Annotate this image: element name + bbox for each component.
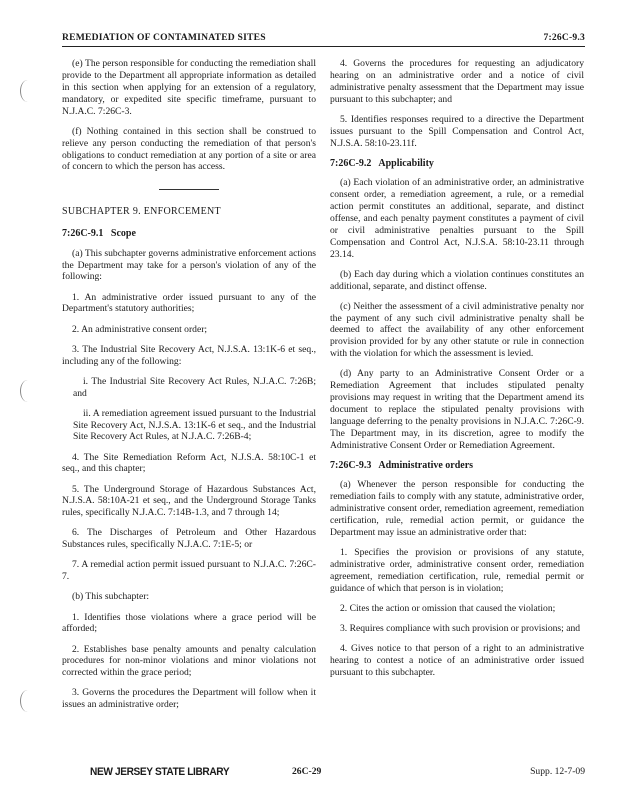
section-heading: [62, 228, 316, 240]
paragraph: (f) Nothing contained in this section shall be construed to relieve any person conducting the remediation of that person's obligations to conduct remediation at any portion of a site or area of concern to which the person has access.: [62, 125, 316, 173]
list-item: 2. An administrative consent order;: [72, 323, 208, 335]
header-section: 7:26C-9.3: [543, 32, 585, 43]
sub-list-item: i. The Industrial Site Recovery Act Rules, N.J.A.C. 7:26B; and: [73, 375, 316, 399]
header-title: REMEDIATION OF CONTAMINATED SITES: [62, 32, 266, 43]
section-heading: [330, 158, 584, 170]
page-footer: [62, 766, 585, 782]
section-title: Applicability: [378, 157, 434, 169]
list-item: 4. Governs the procedures for requesting an adjudicatory hearing on an administrative order and a notice of civil administrative penalty assessment that the Department may issue pursuant to this subchapter; and: [330, 58, 584, 105]
list-item: 3. Requires compliance with such provision or provisions; and: [340, 622, 581, 634]
library-stamp: NEW JERSEY STATE LIBRARY: [90, 766, 230, 778]
paragraph: (a) This subchapter governs administrative enforcement actions the Department may take for a person's violation of any of the following:: [62, 247, 316, 283]
running-header: [62, 30, 585, 47]
paragraph: (b) Each day during which a violation continues constitutes an additional, separate, and distinct offense.: [330, 268, 584, 292]
list-item: 2. Establishes base penalty amounts and penalty calculation procedures for non-minor violations and minor violations not corrected within the grace period;: [62, 643, 316, 679]
list-item: 3. The Industrial Site Recovery Act, N.J.S.A. 13:1K-6 et seq., including any of the following:: [62, 343, 316, 367]
punch-mark: [20, 380, 35, 402]
paragraph: (a) Whenever the person responsible for conducting the remediation fails to comply with any statute, administrative order, administrative consent order, remediation agreement, remediation certification, rule, remedial action permit, or guidance the Department may issue an administrative order that:: [330, 479, 584, 538]
section-number: 7:26C-9.1: [62, 228, 104, 240]
list-item: 4. Gives notice to that person of a right to an administrative hearing to contest a notice of an administrative order issued pursuant to this subchapter.: [330, 643, 584, 678]
list-item: 7. A remedial action permit issued pursuant to N.J.A.C. 7:26C-7.: [62, 559, 316, 583]
section-number: 7:26C-9.2: [330, 157, 372, 169]
right-column: [330, 58, 584, 687]
section-title: Administrative orders: [378, 459, 474, 471]
list-item: 3. Governs the procedures the Department will follow when it issues an administrative order;: [62, 687, 316, 711]
page-number: 26C-29: [292, 766, 322, 777]
list-item: 1. Specifies the provision or provisions of any statute, administrative order, administrative consent order, remediation agreement, remediation certification, rule, remedial permit or guidance of which that person is in violation;: [330, 547, 584, 594]
sub-list-item: ii. A remediation agreement issued pursuant to the Industrial Site Recovery Act, N.J.S.A. 13:1K-6 et seq., and the Industrial Site Recovery Act Rules, at N.J.A.C. 7:26B-4;: [73, 407, 316, 443]
list-item: 4. The Site Remediation Reform Act, N.J.S.A. 58:10C-1 et seq., and this chapter;: [62, 451, 316, 475]
section-number: 7:26C-9.3: [330, 459, 372, 471]
paragraph: (e) The person responsible for conducting the remediation shall provide to the Department all appropriate information as detailed in this section when applying for an extension of a regulatory, mandatory, or expedited site specific timeframe, pursuant to N.J.A.C. 7:26C-3.: [62, 58, 316, 117]
list-item: 5. The Underground Storage of Hazardous Substances Act, N.J.S.A. 58:10A-21 et seq., and the Underground Storage Tanks rules, specifically N.J.A.C. 7:14B-1.3, and 7 through 14;: [62, 483, 316, 519]
list-item: 1. An administrative order issued pursuant to any of the Department's statutory authorities;: [62, 291, 316, 315]
section-title: Scope: [110, 228, 136, 240]
list-item: 6. The Discharges of Petroleum and Other Hazardous Substances rules, specifically N.J.A.C. 7:1E-5; or: [62, 527, 316, 551]
punch-mark: [20, 690, 35, 712]
punch-mark: [20, 80, 35, 102]
list-item: 1. Identifies those violations where a grace period will be afforded;: [62, 611, 316, 635]
paragraph: (d) Any party to an Administrative Consent Order or a Remediation Agreement that includes stipulated penalty provisions may request in writing that the Department amend its document to replace the stipulated penalty provisions with language deferring to the penalty provisions in N.J.A.C. 7:26C-9. The Department may, in its discretion, agree to modify the Administrative Consent Order or Remediation Agreement.: [330, 368, 584, 451]
left-column: [62, 58, 316, 719]
list-item: 5. Identifies responses required to a directive the Department issues pursuant to the Spill Compensation and Control Act, N.J.S.A. 58:10-23.11f.: [330, 113, 584, 149]
paragraph: (a) Each violation of an administrative order, an administrative consent order, a remediation agreement, a rule, or a remedial action permit constitutes an additional, separate, and distinct offense, and each penalty payment constitutes a payment of civil or civil administrative penalties pursuant to the Spill Compensation and Control Act, N.J.S.A. 58:10-23.11 through 23.14.: [330, 177, 584, 260]
paragraph: (c) Neither the assessment of a civil administrative penalty nor the payment of any such civil administrative penalty shall be deemed to affect the availability of any other enforcement provision provided for by any other statute or rule in connection with the violation for which the assessment is levied.: [330, 300, 584, 360]
paragraph: (b) This subchapter:: [72, 591, 150, 603]
list-item: 2. Cites the action or omission that caused the violation;: [340, 602, 556, 614]
subchapter-title: SUBCHAPTER 9. ENFORCEMENT: [62, 206, 221, 218]
section-divider: [159, 189, 219, 190]
section-heading: [330, 460, 584, 472]
supplement-date: Supp. 12-7-09: [530, 766, 585, 777]
